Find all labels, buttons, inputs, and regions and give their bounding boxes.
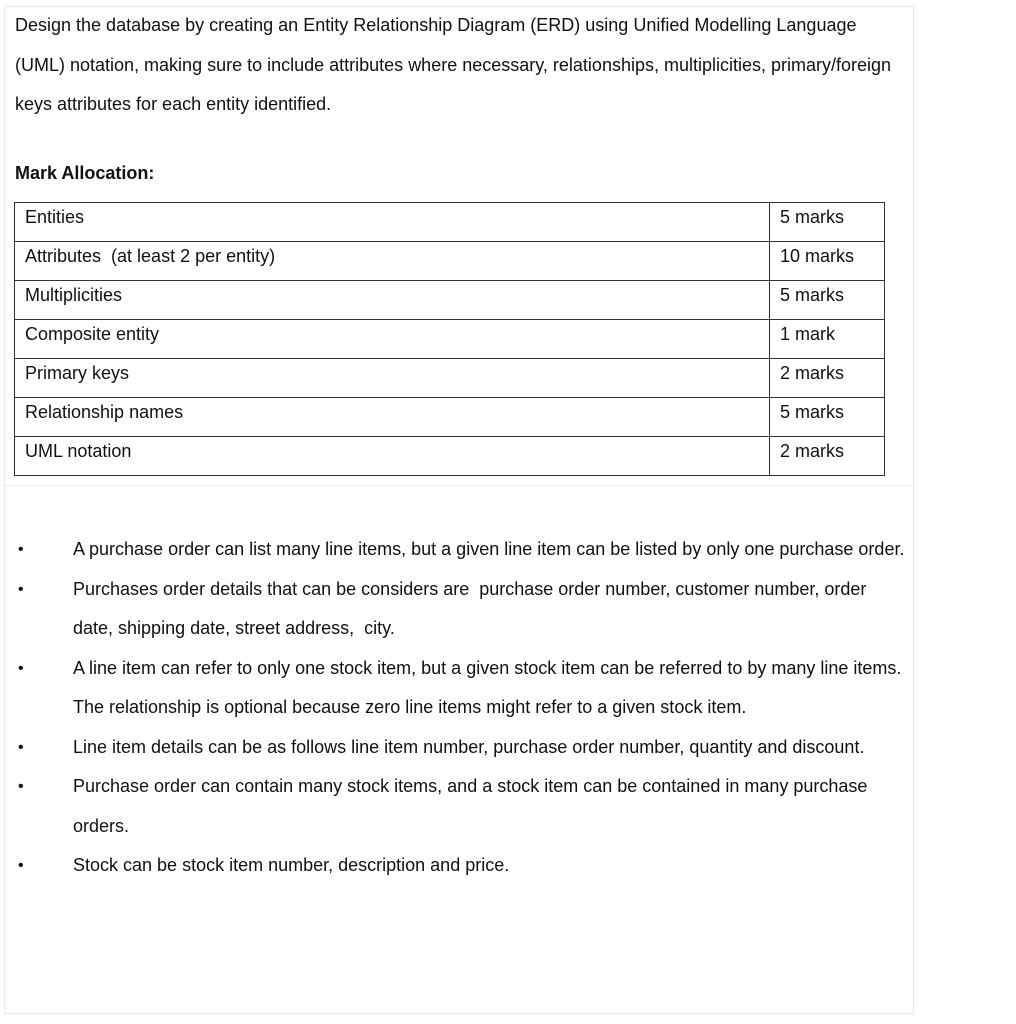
bullet-icon: •	[18, 541, 24, 558]
list-item	[15, 728, 905, 768]
mark-allocation-heading: Mark Allocation:	[15, 163, 155, 183]
marks-cell: 10 marks	[770, 242, 885, 281]
requirements-list	[15, 530, 905, 886]
table-row	[15, 203, 885, 242]
table-row	[15, 437, 885, 476]
criterion-cell: Attributes (at least 2 per entity)	[15, 242, 770, 281]
table-row	[15, 398, 885, 437]
marks-cell: 5 marks	[770, 398, 885, 437]
marks-cell: 5 marks	[770, 203, 885, 242]
task-instructions-text: Design the database by creating an Entity Relationship Diagram (ERD) using Unified Modelling Language (UML) notation, making sure to include attributes where necessary, relationships, multiplicities, primary/foreign keys attributes for each entity identified.	[15, 15, 892, 114]
list-item	[15, 649, 905, 728]
requirement-text: Purchases order details that can be considers are purchase order number, customer number, order date, shipping date, street address, city.	[73, 578, 872, 638]
table-row	[15, 242, 885, 281]
criterion-cell: Entities	[15, 203, 770, 242]
table-row	[15, 281, 885, 320]
bullet-icon: •	[18, 738, 24, 756]
criterion-cell: UML notation	[15, 437, 770, 476]
marks-cell: 1 mark	[770, 320, 885, 359]
list-item	[15, 570, 905, 649]
list-item	[15, 530, 905, 570]
bullet-icon: •	[18, 857, 24, 874]
bullet-icon: •	[18, 778, 24, 795]
mark-allocation-table	[14, 202, 885, 476]
requirement-text: Purchase order can contain many stock items, and a stock item can be contained in many purchase orders.	[73, 776, 868, 836]
marks-cell: 2 marks	[770, 437, 885, 476]
criterion-cell: Composite entity	[15, 320, 770, 359]
bullet-icon: •	[18, 659, 24, 677]
table-row	[15, 359, 885, 398]
requirement-text: Stock can be stock item number, description and price.	[73, 855, 510, 875]
list-item	[15, 846, 905, 886]
requirement-text: Line item details can be as follows line item number, purchase order number, quantity and discount.	[73, 736, 865, 757]
section-divider	[4, 485, 914, 486]
criterion-cell: Relationship names	[15, 398, 770, 437]
requirement-text: A line item can refer to only one stock item, but a given stock item can be referred to by many line items. The relationship is optional because zero line items might refer to a given stock item.	[73, 657, 902, 717]
list-item	[15, 767, 905, 846]
marks-cell: 5 marks	[770, 281, 885, 320]
bullet-icon: •	[18, 580, 24, 598]
table-row	[15, 320, 885, 359]
task-instructions	[15, 6, 895, 125]
criterion-cell: Multiplicities	[15, 281, 770, 320]
requirement-text: A purchase order can list many line items, but a given line item can be listed by only one purchase order.	[73, 539, 905, 559]
marks-cell: 2 marks	[770, 359, 885, 398]
criterion-cell: Primary keys	[15, 359, 770, 398]
